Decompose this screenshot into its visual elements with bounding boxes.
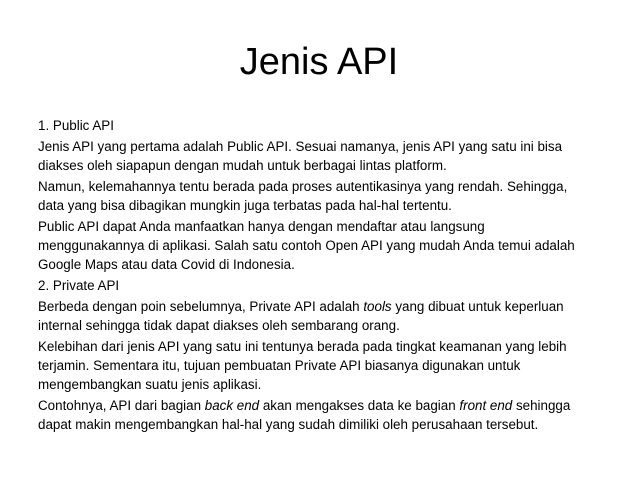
body-paragraph [38,217,594,274]
paragraph-text: 1. Public API [38,118,114,133]
paragraph-text: Berbeda dengan poin sebelumnya, Private API adalah [38,299,364,314]
paragraph-text: Contohnya, API dari bagian [38,398,205,413]
italic-term: front end [459,398,513,413]
body-paragraph [38,276,594,295]
paragraph-text: yang dibuat untuk keperluan internal sehingga tidak dapat diakses oleh sembarang orang. [38,299,564,333]
body-paragraph [38,116,594,135]
slide-body [38,116,594,436]
italic-term: tools [363,299,392,314]
body-paragraph [38,137,594,175]
paragraph-text: Namun, kelemahannya tentu berada pada proses autentikasinya yang rendah. Sehingga, data yang bisa dibagikan mungkin juga terbatas pada hal-hal tertentu. [38,179,568,213]
paragraph-text: 2. Private API [38,278,120,293]
italic-term: back end [204,398,260,413]
slide-title: Jenis API [239,41,399,83]
paragraph-text: akan mengakses data ke bagian [259,398,460,413]
paragraph-text: sehingga dapat makin mengembangkan hal-hal yang sudah dimiliki oleh perusahaan tersebut. [38,398,571,432]
body-paragraph [38,396,594,434]
body-paragraph [38,177,594,215]
paragraph-text: Jenis API yang pertama adalah Public API. Sesuai namanya, jenis API yang satu ini bisa diakses oleh siapapun dengan mudah untuk berbagai lintas platform. [38,139,563,173]
body-paragraph [38,297,594,335]
paragraph-text: Kelebihan dari jenis API yang satu ini tentunya berada pada tingkat keamanan yang lebih terjamin. Sementara itu, tujuan pembuatan Private API biasanya digunakan untuk mengembangkan suatu jenis aplikasi. [38,339,567,392]
paragraph-text: Public API dapat Anda manfaatkan hanya dengan mendaftar atau langsung menggunakannya di aplikasi. Salah satu contoh Open API yang mudah Anda temui adalah Google Maps atau data Covid di Indonesia. [38,219,575,272]
body-paragraph [38,337,594,394]
